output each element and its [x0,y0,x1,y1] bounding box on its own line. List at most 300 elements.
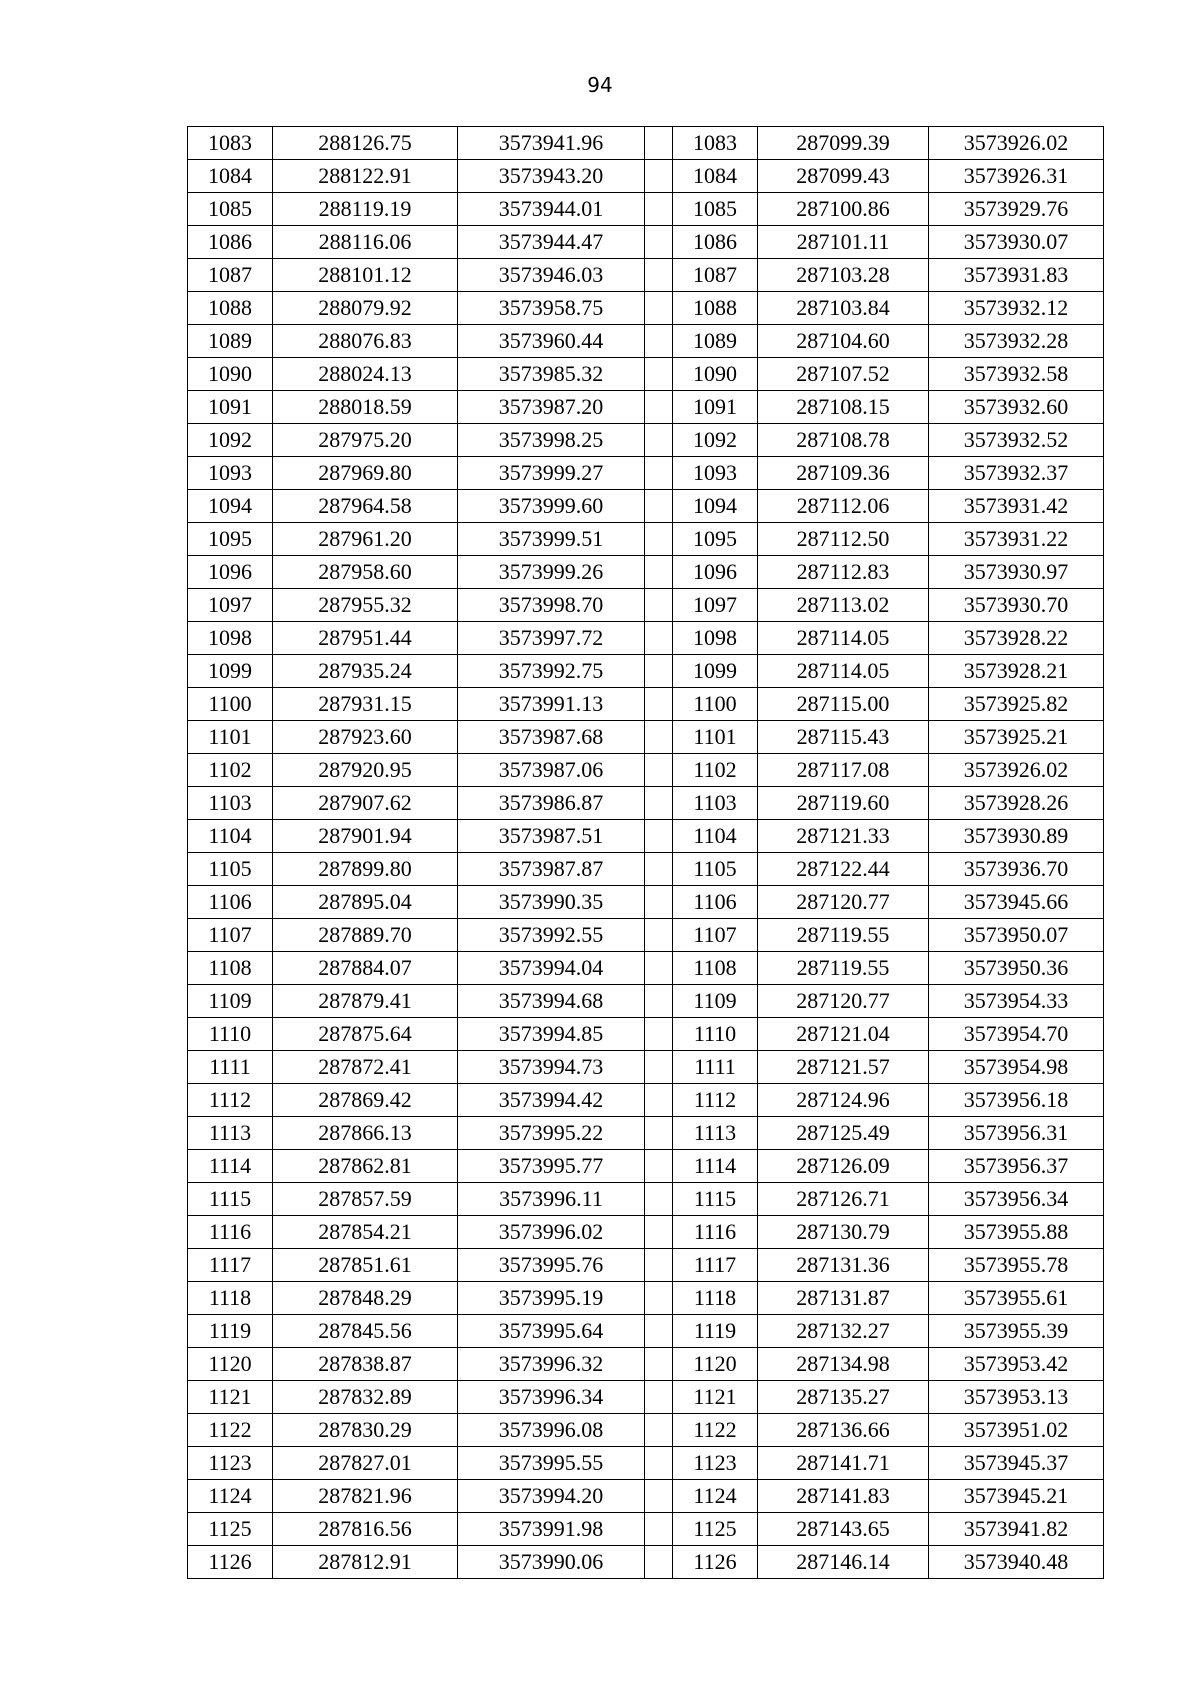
right-y-coordinate-cell: 3573941.82 [929,1513,1104,1546]
table-row [188,1216,1104,1249]
left-point-number-cell: 1085 [188,193,273,226]
separator-cell [645,1513,673,1546]
left-point-number-cell: 1092 [188,424,273,457]
right-y-coordinate-cell: 3573955.88 [929,1216,1104,1249]
left-y-coordinate-cell: 3573946.03 [458,259,645,292]
table-row [188,853,1104,886]
right-point-number-cell: 1096 [673,556,758,589]
left-point-number-cell: 1119 [188,1315,273,1348]
table-row [188,193,1104,226]
left-x-coordinate-cell: 287889.70 [273,919,458,952]
right-point-number-cell: 1086 [673,226,758,259]
left-point-number-cell: 1115 [188,1183,273,1216]
right-x-coordinate-cell: 287132.27 [758,1315,929,1348]
right-x-coordinate-cell: 287141.83 [758,1480,929,1513]
right-point-number-cell: 1111 [673,1051,758,1084]
right-y-coordinate-cell: 3573956.37 [929,1150,1104,1183]
left-x-coordinate-cell: 287832.89 [273,1381,458,1414]
right-x-coordinate-cell: 287101.11 [758,226,929,259]
separator-cell [645,358,673,391]
table-row [188,1480,1104,1513]
right-x-coordinate-cell: 287146.14 [758,1546,929,1579]
right-y-coordinate-cell: 3573956.31 [929,1117,1104,1150]
right-point-number-cell: 1088 [673,292,758,325]
right-y-coordinate-cell: 3573925.82 [929,688,1104,721]
table-row [188,325,1104,358]
table-row [188,556,1104,589]
left-x-coordinate-cell: 288024.13 [273,358,458,391]
table-row [188,160,1104,193]
left-y-coordinate-cell: 3573991.98 [458,1513,645,1546]
right-x-coordinate-cell: 287121.04 [758,1018,929,1051]
left-x-coordinate-cell: 288122.91 [273,160,458,193]
left-y-coordinate-cell: 3573995.64 [458,1315,645,1348]
table-row [188,457,1104,490]
left-x-coordinate-cell: 287830.29 [273,1414,458,1447]
left-y-coordinate-cell: 3573960.44 [458,325,645,358]
left-point-number-cell: 1123 [188,1447,273,1480]
left-x-coordinate-cell: 288101.12 [273,259,458,292]
left-y-coordinate-cell: 3573994.85 [458,1018,645,1051]
separator-cell [645,1150,673,1183]
table-row [188,127,1104,160]
right-point-number-cell: 1124 [673,1480,758,1513]
left-y-coordinate-cell: 3573994.42 [458,1084,645,1117]
right-y-coordinate-cell: 3573950.07 [929,919,1104,952]
left-x-coordinate-cell: 287854.21 [273,1216,458,1249]
left-y-coordinate-cell: 3573996.34 [458,1381,645,1414]
table-row [188,1513,1104,1546]
left-y-coordinate-cell: 3573987.20 [458,391,645,424]
right-x-coordinate-cell: 287135.27 [758,1381,929,1414]
separator-cell [645,589,673,622]
left-y-coordinate-cell: 3573994.73 [458,1051,645,1084]
right-x-coordinate-cell: 287119.55 [758,952,929,985]
right-point-number-cell: 1105 [673,853,758,886]
left-x-coordinate-cell: 287851.61 [273,1249,458,1282]
right-y-coordinate-cell: 3573930.97 [929,556,1104,589]
left-point-number-cell: 1103 [188,787,273,820]
right-point-number-cell: 1091 [673,391,758,424]
table-row [188,721,1104,754]
left-point-number-cell: 1107 [188,919,273,952]
table-row [188,589,1104,622]
right-y-coordinate-cell: 3573931.83 [929,259,1104,292]
left-x-coordinate-cell: 288126.75 [273,127,458,160]
right-x-coordinate-cell: 287099.43 [758,160,929,193]
right-x-coordinate-cell: 287119.55 [758,919,929,952]
right-point-number-cell: 1118 [673,1282,758,1315]
left-point-number-cell: 1118 [188,1282,273,1315]
separator-cell [645,391,673,424]
separator-cell [645,853,673,886]
left-point-number-cell: 1112 [188,1084,273,1117]
right-x-coordinate-cell: 287131.87 [758,1282,929,1315]
left-point-number-cell: 1086 [188,226,273,259]
separator-cell [645,1546,673,1579]
right-y-coordinate-cell: 3573928.22 [929,622,1104,655]
right-y-coordinate-cell: 3573925.21 [929,721,1104,754]
left-x-coordinate-cell: 287975.20 [273,424,458,457]
right-point-number-cell: 1090 [673,358,758,391]
separator-cell [645,1018,673,1051]
left-point-number-cell: 1102 [188,754,273,787]
separator-cell [645,226,673,259]
right-y-coordinate-cell: 3573926.02 [929,754,1104,787]
left-y-coordinate-cell: 3573996.02 [458,1216,645,1249]
left-y-coordinate-cell: 3573958.75 [458,292,645,325]
separator-cell [645,919,673,952]
right-x-coordinate-cell: 287136.66 [758,1414,929,1447]
right-point-number-cell: 1125 [673,1513,758,1546]
left-x-coordinate-cell: 288018.59 [273,391,458,424]
left-x-coordinate-cell: 287907.62 [273,787,458,820]
right-y-coordinate-cell: 3573956.18 [929,1084,1104,1117]
right-x-coordinate-cell: 287130.79 [758,1216,929,1249]
table-row [188,1018,1104,1051]
left-point-number-cell: 1091 [188,391,273,424]
table-row [188,820,1104,853]
left-point-number-cell: 1106 [188,886,273,919]
left-x-coordinate-cell: 287923.60 [273,721,458,754]
left-point-number-cell: 1094 [188,490,273,523]
right-point-number-cell: 1117 [673,1249,758,1282]
separator-cell [645,556,673,589]
separator-cell [645,1084,673,1117]
left-x-coordinate-cell: 287899.80 [273,853,458,886]
left-y-coordinate-cell: 3573995.76 [458,1249,645,1282]
right-x-coordinate-cell: 287134.98 [758,1348,929,1381]
right-point-number-cell: 1110 [673,1018,758,1051]
right-y-coordinate-cell: 3573954.33 [929,985,1104,1018]
right-y-coordinate-cell: 3573932.60 [929,391,1104,424]
separator-cell [645,1480,673,1513]
right-x-coordinate-cell: 287119.60 [758,787,929,820]
right-y-coordinate-cell: 3573929.76 [929,193,1104,226]
left-x-coordinate-cell: 287869.42 [273,1084,458,1117]
separator-cell [645,490,673,523]
left-point-number-cell: 1089 [188,325,273,358]
right-point-number-cell: 1094 [673,490,758,523]
right-y-coordinate-cell: 3573953.13 [929,1381,1104,1414]
left-y-coordinate-cell: 3573985.32 [458,358,645,391]
separator-cell [645,1183,673,1216]
left-point-number-cell: 1084 [188,160,273,193]
left-x-coordinate-cell: 287920.95 [273,754,458,787]
left-y-coordinate-cell: 3573994.04 [458,952,645,985]
right-x-coordinate-cell: 287099.39 [758,127,929,160]
left-point-number-cell: 1113 [188,1117,273,1150]
right-x-coordinate-cell: 287100.86 [758,193,929,226]
left-point-number-cell: 1111 [188,1051,273,1084]
right-point-number-cell: 1115 [673,1183,758,1216]
right-x-coordinate-cell: 287107.52 [758,358,929,391]
right-y-coordinate-cell: 3573940.48 [929,1546,1104,1579]
left-y-coordinate-cell: 3573944.47 [458,226,645,259]
separator-cell [645,787,673,820]
left-point-number-cell: 1110 [188,1018,273,1051]
table-row [188,1447,1104,1480]
right-point-number-cell: 1120 [673,1348,758,1381]
separator-cell [645,259,673,292]
separator-cell [645,457,673,490]
table-row [188,919,1104,952]
left-y-coordinate-cell: 3573998.25 [458,424,645,457]
left-point-number-cell: 1117 [188,1249,273,1282]
left-x-coordinate-cell: 288076.83 [273,325,458,358]
right-y-coordinate-cell: 3573951.02 [929,1414,1104,1447]
page-number: 94 [587,73,613,97]
left-y-coordinate-cell: 3573996.08 [458,1414,645,1447]
table-row [188,1249,1104,1282]
right-x-coordinate-cell: 287108.15 [758,391,929,424]
right-point-number-cell: 1092 [673,424,758,457]
right-y-coordinate-cell: 3573955.39 [929,1315,1104,1348]
right-x-coordinate-cell: 287141.71 [758,1447,929,1480]
coordinates-table [187,126,1104,1579]
right-y-coordinate-cell: 3573955.78 [929,1249,1104,1282]
right-point-number-cell: 1084 [673,160,758,193]
right-point-number-cell: 1089 [673,325,758,358]
table-row [188,292,1104,325]
separator-cell [645,160,673,193]
left-y-coordinate-cell: 3573941.96 [458,127,645,160]
left-x-coordinate-cell: 287845.56 [273,1315,458,1348]
separator-cell [645,1117,673,1150]
right-point-number-cell: 1102 [673,754,758,787]
left-y-coordinate-cell: 3573996.32 [458,1348,645,1381]
right-y-coordinate-cell: 3573931.42 [929,490,1104,523]
left-x-coordinate-cell: 287935.24 [273,655,458,688]
left-point-number-cell: 1096 [188,556,273,589]
left-y-coordinate-cell: 3573943.20 [458,160,645,193]
left-y-coordinate-cell: 3573999.51 [458,523,645,556]
table-row [188,1084,1104,1117]
left-x-coordinate-cell: 287866.13 [273,1117,458,1150]
separator-cell [645,292,673,325]
left-y-coordinate-cell: 3573995.19 [458,1282,645,1315]
left-x-coordinate-cell: 287969.80 [273,457,458,490]
left-point-number-cell: 1098 [188,622,273,655]
right-x-coordinate-cell: 287115.43 [758,721,929,754]
separator-cell [645,325,673,358]
right-point-number-cell: 1101 [673,721,758,754]
left-y-coordinate-cell: 3573994.68 [458,985,645,1018]
left-y-coordinate-cell: 3573992.75 [458,655,645,688]
separator-cell [645,688,673,721]
separator-cell [645,127,673,160]
separator-cell [645,820,673,853]
right-x-coordinate-cell: 287117.08 [758,754,929,787]
table-row [188,523,1104,556]
left-y-coordinate-cell: 3573944.01 [458,193,645,226]
left-y-coordinate-cell: 3573990.35 [458,886,645,919]
right-x-coordinate-cell: 287126.71 [758,1183,929,1216]
right-y-coordinate-cell: 3573926.02 [929,127,1104,160]
left-point-number-cell: 1114 [188,1150,273,1183]
left-y-coordinate-cell: 3573996.11 [458,1183,645,1216]
right-x-coordinate-cell: 287126.09 [758,1150,929,1183]
left-y-coordinate-cell: 3573995.55 [458,1447,645,1480]
separator-cell [645,721,673,754]
left-x-coordinate-cell: 287879.41 [273,985,458,1018]
left-point-number-cell: 1088 [188,292,273,325]
table-row [188,1348,1104,1381]
table-row [188,1117,1104,1150]
table-row [188,391,1104,424]
right-point-number-cell: 1098 [673,622,758,655]
right-point-number-cell: 1122 [673,1414,758,1447]
left-point-number-cell: 1109 [188,985,273,1018]
left-point-number-cell: 1126 [188,1546,273,1579]
table-row [188,1315,1104,1348]
right-y-coordinate-cell: 3573955.61 [929,1282,1104,1315]
right-point-number-cell: 1114 [673,1150,758,1183]
right-point-number-cell: 1104 [673,820,758,853]
separator-cell [645,952,673,985]
left-y-coordinate-cell: 3573992.55 [458,919,645,952]
table-row [188,886,1104,919]
right-x-coordinate-cell: 287122.44 [758,853,929,886]
left-x-coordinate-cell: 287821.96 [273,1480,458,1513]
right-point-number-cell: 1119 [673,1315,758,1348]
right-point-number-cell: 1121 [673,1381,758,1414]
right-point-number-cell: 1099 [673,655,758,688]
right-x-coordinate-cell: 287112.06 [758,490,929,523]
table-row [188,754,1104,787]
table-row [188,1546,1104,1579]
right-point-number-cell: 1103 [673,787,758,820]
right-x-coordinate-cell: 287125.49 [758,1117,929,1150]
left-y-coordinate-cell: 3573999.27 [458,457,645,490]
right-y-coordinate-cell: 3573928.21 [929,655,1104,688]
right-y-coordinate-cell: 3573932.28 [929,325,1104,358]
separator-cell [645,424,673,457]
left-y-coordinate-cell: 3573998.70 [458,589,645,622]
left-x-coordinate-cell: 287872.41 [273,1051,458,1084]
left-y-coordinate-cell: 3573995.77 [458,1150,645,1183]
right-y-coordinate-cell: 3573945.37 [929,1447,1104,1480]
right-point-number-cell: 1107 [673,919,758,952]
left-y-coordinate-cell: 3573986.87 [458,787,645,820]
separator-cell [645,1051,673,1084]
right-y-coordinate-cell: 3573931.22 [929,523,1104,556]
right-x-coordinate-cell: 287120.77 [758,985,929,1018]
right-point-number-cell: 1093 [673,457,758,490]
left-y-coordinate-cell: 3573987.87 [458,853,645,886]
left-x-coordinate-cell: 287827.01 [273,1447,458,1480]
right-x-coordinate-cell: 287112.50 [758,523,929,556]
right-point-number-cell: 1095 [673,523,758,556]
left-point-number-cell: 1083 [188,127,273,160]
separator-cell [645,1414,673,1447]
separator-cell [645,193,673,226]
right-y-coordinate-cell: 3573936.70 [929,853,1104,886]
left-point-number-cell: 1108 [188,952,273,985]
left-point-number-cell: 1101 [188,721,273,754]
table-row [188,688,1104,721]
right-x-coordinate-cell: 287131.36 [758,1249,929,1282]
left-point-number-cell: 1097 [188,589,273,622]
right-point-number-cell: 1085 [673,193,758,226]
right-point-number-cell: 1106 [673,886,758,919]
left-point-number-cell: 1121 [188,1381,273,1414]
right-y-coordinate-cell: 3573932.37 [929,457,1104,490]
left-x-coordinate-cell: 287848.29 [273,1282,458,1315]
left-x-coordinate-cell: 287857.59 [273,1183,458,1216]
left-x-coordinate-cell: 287955.32 [273,589,458,622]
left-point-number-cell: 1125 [188,1513,273,1546]
right-y-coordinate-cell: 3573956.34 [929,1183,1104,1216]
table-row [188,985,1104,1018]
left-x-coordinate-cell: 287958.60 [273,556,458,589]
left-x-coordinate-cell: 287964.58 [273,490,458,523]
left-y-coordinate-cell: 3573999.60 [458,490,645,523]
right-x-coordinate-cell: 287124.96 [758,1084,929,1117]
right-x-coordinate-cell: 287143.65 [758,1513,929,1546]
left-point-number-cell: 1087 [188,259,273,292]
left-point-number-cell: 1100 [188,688,273,721]
separator-cell [645,1315,673,1348]
right-y-coordinate-cell: 3573945.66 [929,886,1104,919]
left-point-number-cell: 1095 [188,523,273,556]
coordinates-table-body [188,127,1104,1579]
left-x-coordinate-cell: 287951.44 [273,622,458,655]
right-x-coordinate-cell: 287109.36 [758,457,929,490]
right-y-coordinate-cell: 3573926.31 [929,160,1104,193]
right-point-number-cell: 1083 [673,127,758,160]
left-x-coordinate-cell: 287862.81 [273,1150,458,1183]
table-row [188,1183,1104,1216]
left-y-coordinate-cell: 3573987.68 [458,721,645,754]
right-y-coordinate-cell: 3573928.26 [929,787,1104,820]
left-y-coordinate-cell: 3573994.20 [458,1480,645,1513]
left-y-coordinate-cell: 3573991.13 [458,688,645,721]
left-x-coordinate-cell: 287961.20 [273,523,458,556]
right-x-coordinate-cell: 287113.02 [758,589,929,622]
table-row [188,1381,1104,1414]
separator-cell [645,523,673,556]
table-row [188,424,1104,457]
right-x-coordinate-cell: 287115.00 [758,688,929,721]
left-x-coordinate-cell: 288079.92 [273,292,458,325]
right-y-coordinate-cell: 3573932.12 [929,292,1104,325]
right-x-coordinate-cell: 287120.77 [758,886,929,919]
separator-cell [645,1381,673,1414]
right-y-coordinate-cell: 3573930.89 [929,820,1104,853]
table-row [188,787,1104,820]
right-y-coordinate-cell: 3573945.21 [929,1480,1104,1513]
left-point-number-cell: 1104 [188,820,273,853]
left-x-coordinate-cell: 287812.91 [273,1546,458,1579]
right-x-coordinate-cell: 287104.60 [758,325,929,358]
table-row [188,259,1104,292]
left-y-coordinate-cell: 3573995.22 [458,1117,645,1150]
right-point-number-cell: 1087 [673,259,758,292]
left-point-number-cell: 1105 [188,853,273,886]
left-x-coordinate-cell: 287875.64 [273,1018,458,1051]
separator-cell [645,622,673,655]
left-point-number-cell: 1124 [188,1480,273,1513]
right-y-coordinate-cell: 3573932.52 [929,424,1104,457]
left-y-coordinate-cell: 3573987.06 [458,754,645,787]
left-point-number-cell: 1120 [188,1348,273,1381]
right-x-coordinate-cell: 287103.84 [758,292,929,325]
right-x-coordinate-cell: 287114.05 [758,655,929,688]
table-row [188,490,1104,523]
table-row [188,1282,1104,1315]
left-point-number-cell: 1122 [188,1414,273,1447]
